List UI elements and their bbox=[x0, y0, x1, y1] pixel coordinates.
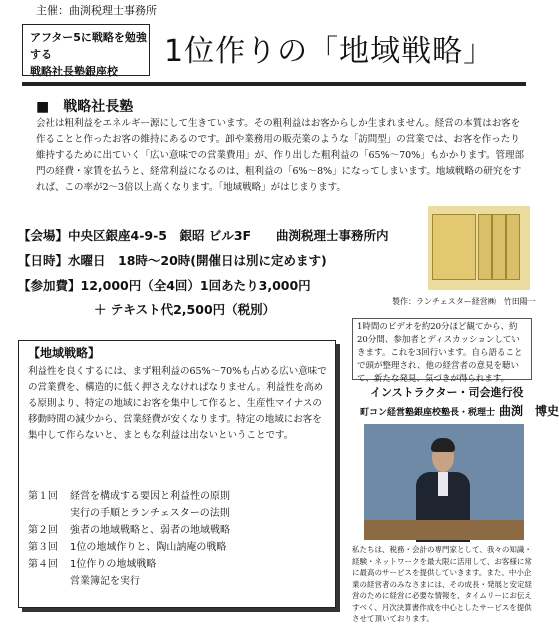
session-item: 第４回 1位作りの地域戦略 bbox=[28, 559, 157, 570]
fee-info: 【参加費】12,000円（全4回）1回あたり3,000円 bbox=[18, 278, 311, 293]
school-name-box bbox=[22, 24, 150, 76]
page-title: 1位作りの「地域戦略」 bbox=[164, 34, 495, 69]
book-spine bbox=[506, 214, 520, 280]
title-divider bbox=[22, 82, 526, 86]
book-set-image bbox=[428, 206, 530, 290]
school-tagline: アフター5に戦略を勉強する bbox=[30, 31, 147, 61]
venue-info: 【会場】中央区銀座4-9-5 銀昭 ビル3F 曲渕税理士事務所内 bbox=[18, 228, 389, 243]
instructor-title: インストラクター・司会進行役 bbox=[370, 386, 524, 399]
book-spine bbox=[478, 214, 492, 280]
date-info: 【日時】水曜日 18時～20時(開催日は別に定めます) bbox=[18, 253, 327, 268]
instructor-name-line bbox=[360, 402, 559, 419]
strategy-body: 利益性を良くするには、まず粗利益の65%～70%も占める広い意味での営業費を、構造的に低く押さえなければなりません。利益性を高める原則より、特定の地域にお客を集中して作ると、生産性マイナスの移動時間の減少から、営業経費が安くなります。特定の地域にお客を集中して作らないと、まともな利益は出ないということです。 bbox=[28, 366, 327, 441]
book-spine bbox=[492, 214, 506, 280]
intro-body: 会社は粗利益をエネルギー源にして生きています。その粗利益はお客からしか生まれません。経営の本質はお客を作ることと作ったお客の維持にあるのです。卸や業務用の販売業のような「訪問型」の営業では、お客を作ったり維持するために出ていく「広い意味での営業費用」が、作り出した粗利益の「65%～70%」もかかります。管理部門の経費・家賃を払うと、経常利益になるのは、粗利益の「6%～8%」になってしまいます。地域戦略の研究をすれば、この率が2～3倍以上高くなります。「地域戦略」がはじまります。 bbox=[36, 118, 524, 193]
session-list bbox=[28, 488, 230, 590]
book-cover bbox=[432, 214, 476, 280]
session-item: 第３回 1位の地域作りと、陶山訥庵の戦略 bbox=[28, 542, 227, 553]
instructor-affiliation: 町コン経営塾銀座校塾長・税理士 bbox=[360, 408, 496, 418]
session-item: 実行の手順とランチェスターの法則 bbox=[70, 508, 230, 519]
firm-description: 私たちは、税務・会計の専門家として、我々の知識・経験・ネットワークを最大限に活用して、お客様に常に最高のサービスを提供していきます。また、中小企業の経営者のみなさまには、その成長・発展と安定経営のために経営に必要な情報を、タイムリーにお伝えすべく、月次決算書作成を中心としたサービスを提供させて頂いております。 bbox=[352, 545, 532, 623]
school-name: 戦略社長塾銀座校 bbox=[30, 65, 118, 78]
session-item: 第２回 強者の地域戦略と、弱者の地域戦略 bbox=[28, 525, 230, 536]
text-fee-info: ＋ テキスト代2,500円（税別） bbox=[94, 302, 276, 317]
instructor-name: 曲渕 博史 bbox=[499, 404, 559, 418]
book-caption: 製作：ランチェスター経営㈱ 竹田陽一 bbox=[392, 297, 536, 306]
session-item: 第１回 経営を構成する要因と利益性の原則 bbox=[28, 491, 230, 502]
intro-heading: ■ 戦略社長塾 bbox=[36, 99, 134, 115]
strategy-heading: 【地域戦略】 bbox=[28, 346, 101, 360]
session-format-note: 1時間のビデオを約20分ほど観てから、約20分間、参加者とディスカッションしていきます。これを3回行います。自ら語ることで頭が整理され、他の経営者の意見を聴いて、新たな発見、気づきが得られます。 bbox=[352, 318, 532, 380]
instructor-photo bbox=[364, 424, 524, 540]
organizer-label: 主催：曲渕税理士事務所 bbox=[36, 4, 157, 17]
session-item: 営業簿記を実行 bbox=[70, 576, 140, 587]
